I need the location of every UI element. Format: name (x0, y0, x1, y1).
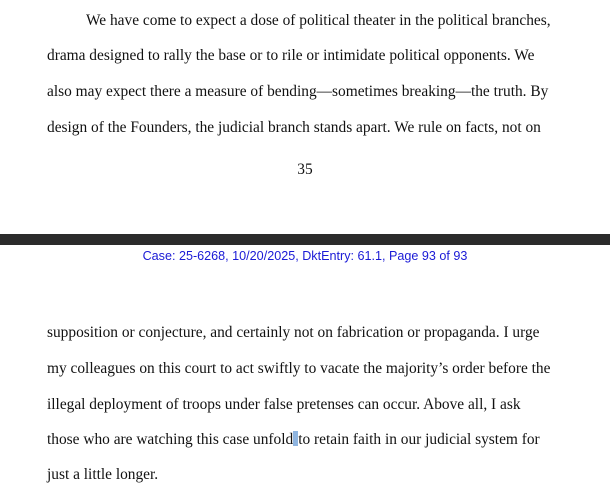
line-text-after-cursor: to retain faith in our judicial system for (298, 431, 540, 448)
document-page-top (0, 0, 610, 234)
page-separator (0, 234, 610, 245)
paragraph-line: drama designed to rally the base or to rile or intimidate political opponents. We (47, 47, 535, 64)
page-number: 35 (297, 161, 313, 178)
paragraph-line: also may expect there a measure of bending—sometimes breaking—the truth. By (47, 83, 549, 100)
paragraph-line: We have come to expect a dose of political theater in the political branches, (86, 12, 551, 29)
paragraph-line: design of the Founders, the judicial branch stands apart. We rule on facts, not on (47, 119, 541, 136)
case-header: Case: 25-6268, 10/20/2025, DktEntry: 61.1, Page 93 of 93 (142, 249, 468, 263)
paragraph-line: my colleagues on this court to act swiftly to vacate the majority’s order before the (47, 360, 551, 377)
paragraph-line (47, 431, 540, 449)
paragraph-line: supposition or conjecture, and certainly not on fabrication or propaganda. I urge (47, 324, 540, 341)
paragraph-line: just a little longer. (47, 466, 159, 483)
line-text-before-cursor: those who are watching this case unfold (47, 431, 294, 448)
paragraph-line: illegal deployment of troops under false pretenses can occur. Above all, I ask (47, 396, 521, 413)
